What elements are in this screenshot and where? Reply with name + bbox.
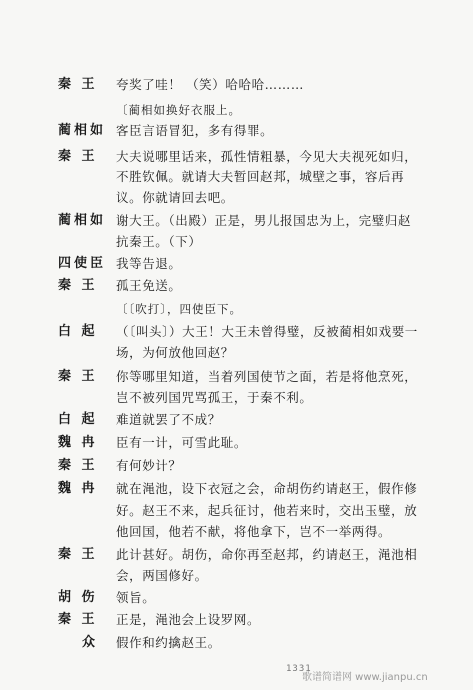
dialogue-text: 领旨。 (116, 590, 156, 605)
dialogue-text: 场，为何放他回赵？ (116, 345, 234, 360)
script-line (0, 609, 473, 631)
dialogue-text: 有何妙计？ (116, 458, 182, 473)
stage-direction: 〔蔺相如换好衣服上。 (116, 103, 241, 117)
speaker-name: 众 (82, 635, 99, 650)
script-line (0, 99, 473, 121)
script-line (0, 74, 473, 96)
speaker-name: 胡 伤 (58, 590, 98, 605)
speaker-name: 秦 王 (58, 77, 98, 92)
speaker-name: 秦 王 (58, 369, 98, 384)
script-line (0, 120, 473, 142)
dialogue-text: 岂不被列国咒骂孤王，于秦不利。 (116, 390, 313, 405)
script-line (0, 342, 473, 364)
dialogue-text: 臣有一计，可雪此耻。 (116, 435, 248, 450)
speaker-name: 白 起 (58, 324, 98, 339)
speaker-name: 魏 冉 (58, 481, 98, 496)
speaker-name: 魏 冉 (58, 435, 98, 450)
speaker-name: 秦 王 (58, 547, 98, 562)
script-line (0, 500, 473, 522)
speaker-name: 四使臣 (58, 256, 107, 271)
script-line (0, 587, 473, 609)
dialogue-text: 假作和约擒赵王。 (116, 635, 221, 650)
script-line (0, 455, 473, 477)
script-line (0, 544, 473, 566)
dialogue-text: 谢大王。（出殿）正是，男儿报国忠为上，完璧归赵 (116, 213, 412, 228)
dialogue-text: 会，两国修好。 (116, 568, 208, 583)
speaker-name: 秦 王 (58, 458, 98, 473)
dialogue-text: 夸奖了哇！ （笑）哈哈哈……… (116, 77, 304, 92)
dialogue-text: 正是，渑池会上设罗网。 (116, 612, 261, 627)
watermark: 歌谱简谱网 www.jianpu.cn (302, 672, 428, 683)
dialogue-text: 议。你就请回去吧。 (116, 190, 234, 205)
script-line (0, 146, 473, 168)
script-line (0, 166, 473, 188)
dialogue-text: 他回国，他若不献，将他拿下，岂不一举两得。 (116, 524, 392, 539)
script-line (0, 387, 473, 409)
dialogue-text: 不胜钦佩。就请大夫暂回赵邦，城壁之事，容后再 (116, 169, 405, 184)
speaker-name: 秦 王 (58, 612, 98, 627)
script-line (0, 187, 473, 209)
page-number: 1331 (286, 664, 312, 674)
speaker-name: 秦 王 (58, 149, 98, 164)
dialogue-text: 难道就罢了不成？ (116, 412, 221, 427)
dialogue-text: 抗秦王。（下） (116, 234, 202, 249)
script-line (0, 231, 473, 253)
script-line (0, 298, 473, 320)
speaker-name: 秦 王 (58, 278, 98, 293)
dialogue-text: 大夫说哪里话来，孤性情粗暴，今见大夫视死如归， (116, 149, 418, 164)
dialogue-text: （〔叫头〕）大王！大王未曾得璧，反被蔺相如戏要一 (116, 324, 418, 339)
speaker-name: 蔺相如 (58, 213, 107, 228)
script-line (0, 321, 473, 343)
dialogue-text: 我等告退。 (116, 256, 182, 271)
dialogue-text: 你等哪里知道，当着列国使节之面，若是将他烹死， (116, 369, 418, 384)
dialogue-text: 客臣言语冒犯，多有得罪。 (116, 123, 274, 138)
script-line (0, 366, 473, 388)
speaker-name: 白 起 (58, 412, 98, 427)
dialogue-text: 此计甚好。胡伤，命你再至赵邦，约请赵王，渑池相 (116, 547, 418, 562)
script-line (0, 565, 473, 587)
script-line (0, 478, 473, 500)
dialogue-text: 好。赵王不来，起兵征讨，他若来时，交出玉璧，放 (116, 503, 418, 518)
dialogue-text: 孤王免送。 (116, 278, 182, 293)
speaker-name: 蔺相如 (58, 123, 107, 138)
script-line (0, 275, 473, 297)
dialogue-text: 就在渑池，设下衣冠之会，命胡伤约请赵王，假作修 (116, 481, 418, 496)
script-line (0, 253, 473, 275)
script-line (0, 632, 473, 654)
script-line (0, 521, 473, 543)
stage-direction: 〔〔吹打〕，四使臣下。 (116, 302, 242, 316)
script-line (0, 210, 473, 232)
script-line (0, 432, 473, 454)
script-line (0, 409, 473, 431)
